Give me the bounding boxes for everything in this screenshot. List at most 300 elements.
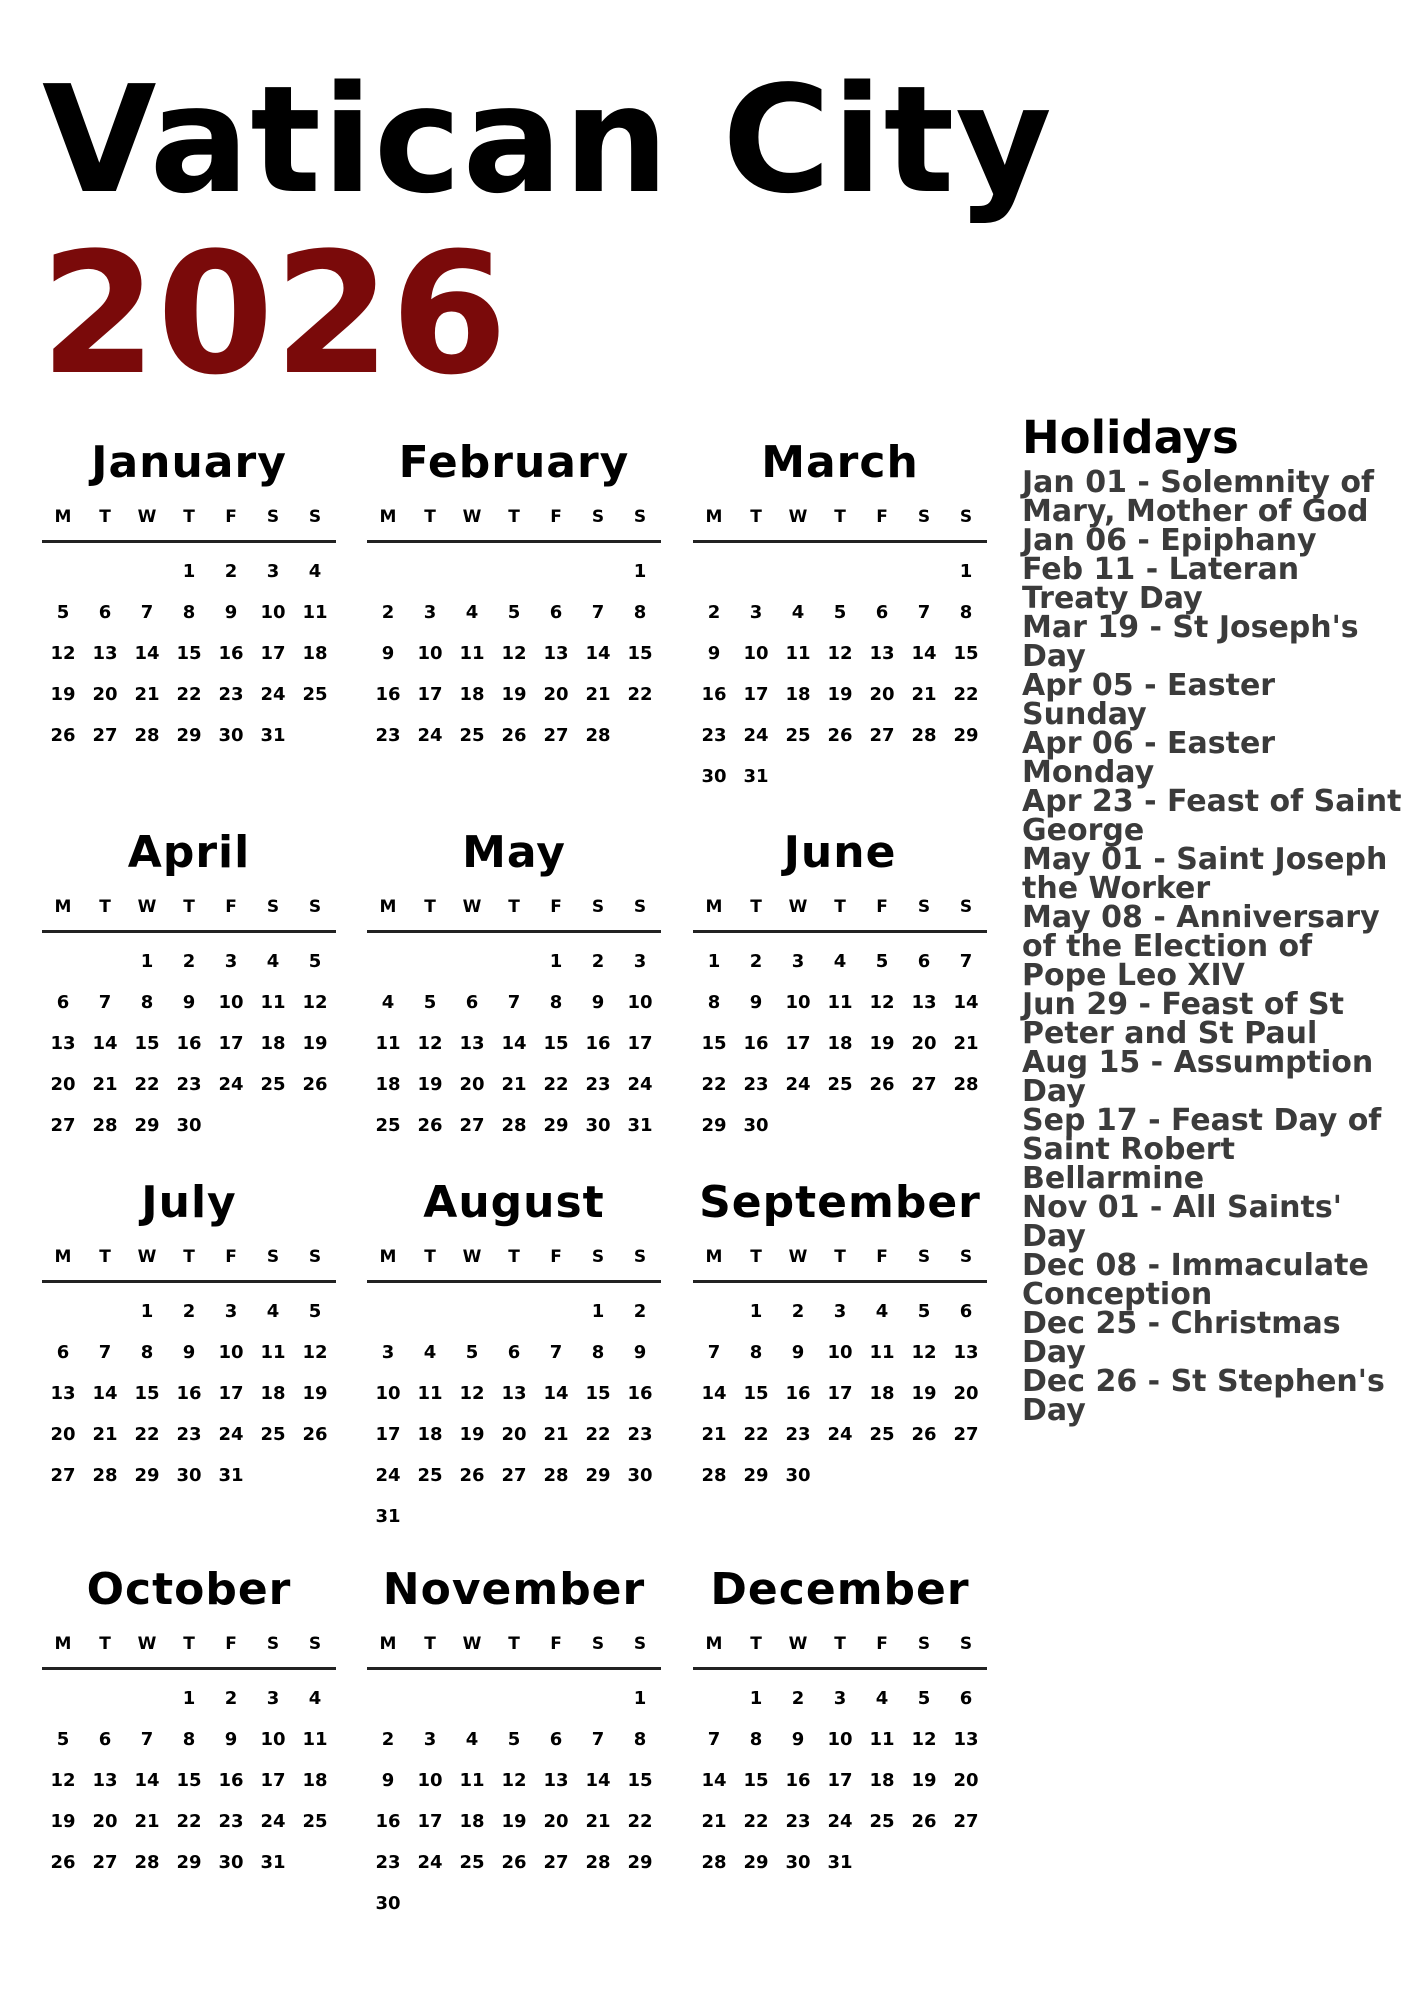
day-cell: 6 [465, 992, 479, 1013]
day-cell: 12 [417, 1033, 443, 1054]
day-cell: 24 [743, 725, 769, 746]
day-grid [42, 1291, 336, 1496]
day-cell: 8 [140, 992, 154, 1013]
day-cell: 24 [417, 1852, 443, 1873]
weekday-header [367, 496, 661, 538]
holiday-item: Feb 11 - Lateran Treaty Day [1022, 552, 1300, 616]
holiday-item: Apr 06 - Easter Monday [1022, 726, 1276, 790]
day-cell: 3 [224, 951, 238, 972]
month-name: August [423, 1177, 605, 1228]
day-cell: 22 [134, 1424, 160, 1445]
day-cell: 7 [917, 602, 931, 623]
day-cell: 19 [827, 684, 853, 705]
day-cell: 21 [911, 684, 937, 705]
day-cell: 19 [50, 684, 76, 705]
day-cell: 19 [501, 684, 527, 705]
day-cell: 19 [911, 1383, 937, 1404]
day-cell: 31 [218, 1465, 244, 1486]
weekday-label: S [633, 507, 647, 527]
day-cell: 7 [140, 602, 154, 623]
day-cell: 29 [543, 1115, 569, 1136]
day-cell: 13 [459, 1033, 485, 1054]
month-may [367, 820, 661, 1146]
day-cell: 12 [827, 643, 853, 664]
day-cell: 22 [543, 1074, 569, 1095]
weekday-label: T [99, 1247, 111, 1267]
day-cell: 30 [585, 1115, 611, 1136]
day-cell: 19 [302, 1033, 328, 1054]
day-cell: 7 [98, 1342, 112, 1363]
day-cell: 18 [417, 1424, 443, 1445]
weekday-label: T [183, 1634, 195, 1654]
day-cell: 20 [953, 1770, 979, 1791]
day-cell: 1 [633, 1688, 647, 1709]
day-cell: 8 [140, 1342, 154, 1363]
day-cell: 2 [381, 1729, 395, 1750]
day-cell: 6 [507, 1342, 521, 1363]
holiday-item: Sep 17 - Feast Day of Saint Robert Bellarmine [1022, 1103, 1382, 1196]
day-grid [693, 941, 987, 1146]
holiday-item: Apr 05 - Easter Sunday [1022, 668, 1276, 732]
day-cell: 17 [417, 1811, 443, 1832]
day-cell: 25 [260, 1424, 286, 1445]
weekday-label: S [917, 897, 931, 917]
weekday-label: S [959, 897, 973, 917]
day-cell: 8 [182, 1729, 196, 1750]
month-april [42, 820, 336, 1146]
day-cell: 26 [869, 1074, 895, 1095]
day-cell: 17 [260, 643, 286, 664]
day-cell: 15 [627, 643, 653, 664]
day-cell: 12 [911, 1342, 937, 1363]
month-september [693, 1170, 987, 1496]
weekday-header [42, 1236, 336, 1278]
day-cell: 28 [585, 725, 611, 746]
weekday-label: S [917, 1634, 931, 1654]
weekday-label: S [266, 897, 280, 917]
day-cell: 6 [917, 951, 931, 972]
month-december [693, 1557, 987, 1883]
weekday-label: T [834, 507, 846, 527]
day-cell: 21 [701, 1811, 727, 1832]
day-cell: 3 [833, 1688, 847, 1709]
day-cell: 12 [302, 992, 328, 1013]
day-cell: 7 [140, 1729, 154, 1750]
day-cell: 4 [308, 561, 322, 582]
day-cell: 19 [50, 1811, 76, 1832]
day-cell: 14 [543, 1383, 569, 1404]
day-cell: 4 [266, 951, 280, 972]
day-cell: 18 [869, 1770, 895, 1791]
weekday-header [42, 886, 336, 928]
day-cell: 26 [302, 1074, 328, 1095]
weekday-label: F [550, 1247, 562, 1267]
day-cell: 17 [260, 1770, 286, 1791]
day-cell: 4 [833, 951, 847, 972]
day-cell: 15 [701, 1033, 727, 1054]
weekday-label: W [788, 897, 808, 917]
month-name: September [699, 1177, 981, 1228]
day-cell: 14 [701, 1770, 727, 1791]
divider [693, 1280, 987, 1283]
day-cell: 1 [140, 951, 154, 972]
holiday-item: Dec 26 - St Stephen's Day [1022, 1364, 1385, 1428]
month-name: April [127, 827, 251, 878]
day-cell: 24 [260, 1811, 286, 1832]
day-cell: 14 [953, 992, 979, 1013]
weekday-label: S [266, 1634, 280, 1654]
day-cell: 26 [50, 725, 76, 746]
day-cell: 16 [585, 1033, 611, 1054]
day-cell: 18 [302, 643, 328, 664]
day-cell: 23 [743, 1074, 769, 1095]
day-cell: 25 [417, 1465, 443, 1486]
day-cell: 22 [743, 1811, 769, 1832]
divider [42, 540, 336, 543]
weekday-label: W [788, 507, 808, 527]
day-cell: 23 [176, 1424, 202, 1445]
day-cell: 11 [827, 992, 853, 1013]
weekday-label: S [591, 507, 605, 527]
day-cell: 5 [917, 1688, 931, 1709]
weekday-label: T [424, 1247, 436, 1267]
day-cell: 6 [549, 602, 563, 623]
day-cell: 6 [56, 1342, 70, 1363]
day-cell: 2 [381, 602, 395, 623]
day-cell: 14 [134, 1770, 160, 1791]
day-cell: 29 [701, 1115, 727, 1136]
day-cell: 14 [701, 1383, 727, 1404]
holiday-item: Mar 19 - St Joseph's Day [1022, 610, 1359, 674]
day-cell: 22 [134, 1074, 160, 1095]
day-cell: 16 [375, 1811, 401, 1832]
day-cell: 18 [459, 684, 485, 705]
day-cell: 3 [224, 1301, 238, 1322]
day-cell: 30 [785, 1465, 811, 1486]
day-cell: 24 [218, 1424, 244, 1445]
divider [367, 1667, 661, 1670]
weekday-label: W [462, 507, 482, 527]
day-cell: 6 [56, 992, 70, 1013]
month-july [42, 1170, 336, 1496]
month-name: July [141, 1177, 237, 1228]
day-cell: 9 [633, 1342, 647, 1363]
weekday-label: S [591, 1247, 605, 1267]
day-cell: 31 [627, 1115, 653, 1136]
month-name: October [86, 1564, 292, 1615]
weekday-label: M [379, 1634, 397, 1654]
day-cell: 5 [308, 1301, 322, 1322]
weekday-label: M [379, 897, 397, 917]
month-january [42, 430, 336, 756]
day-cell: 17 [743, 684, 769, 705]
day-cell: 29 [743, 1852, 769, 1873]
day-cell: 15 [953, 643, 979, 664]
month-name: February [398, 437, 630, 488]
day-cell: 29 [627, 1852, 653, 1873]
day-cell: 10 [827, 1729, 853, 1750]
weekday-label: M [379, 507, 397, 527]
weekday-header [42, 1623, 336, 1665]
holiday-item: May 01 - Saint Joseph the Worker [1022, 842, 1388, 906]
divider [693, 1667, 987, 1670]
day-cell: 10 [218, 1342, 244, 1363]
weekday-label: S [308, 507, 322, 527]
day-cell: 8 [959, 602, 973, 623]
day-cell: 2 [182, 951, 196, 972]
weekday-label: S [308, 1247, 322, 1267]
day-cell: 21 [701, 1424, 727, 1445]
weekday-label: S [591, 897, 605, 917]
month-february [367, 430, 661, 756]
day-cell: 15 [134, 1033, 160, 1054]
weekday-label: S [266, 1247, 280, 1267]
day-grid [42, 1678, 336, 1883]
day-cell: 8 [591, 1342, 605, 1363]
day-cell: 28 [953, 1074, 979, 1095]
holiday-item: Apr 23 - Feast of Saint George [1022, 784, 1402, 848]
day-cell: 21 [134, 684, 160, 705]
month-name: January [91, 437, 287, 488]
day-grid [367, 941, 661, 1146]
day-cell: 14 [92, 1383, 118, 1404]
day-cell: 31 [827, 1852, 853, 1873]
day-cell: 1 [959, 561, 973, 582]
day-cell: 3 [423, 1729, 437, 1750]
weekday-label: W [137, 507, 157, 527]
year-heading: 2026 [40, 216, 508, 412]
day-cell: 22 [701, 1074, 727, 1095]
day-cell: 17 [218, 1033, 244, 1054]
day-cell: 30 [701, 766, 727, 787]
day-cell: 27 [50, 1465, 76, 1486]
day-cell: 20 [953, 1383, 979, 1404]
day-cell: 2 [224, 1688, 238, 1709]
day-cell: 12 [302, 1342, 328, 1363]
day-cell: 11 [417, 1383, 443, 1404]
weekday-label: M [54, 897, 72, 917]
day-cell: 6 [98, 1729, 112, 1750]
holidays-list [1022, 465, 1402, 1428]
weekday-label: T [508, 897, 520, 917]
day-cell: 13 [92, 1770, 118, 1791]
weekday-label: T [834, 897, 846, 917]
day-cell: 28 [543, 1465, 569, 1486]
day-cell: 19 [911, 1770, 937, 1791]
day-cell: 20 [459, 1074, 485, 1095]
day-cell: 18 [302, 1770, 328, 1791]
day-cell: 27 [543, 1852, 569, 1873]
day-cell: 13 [953, 1342, 979, 1363]
weekday-label: F [225, 1634, 237, 1654]
weekday-label: F [225, 897, 237, 917]
weekday-label: W [462, 897, 482, 917]
weekday-label: T [750, 507, 762, 527]
weekday-label: T [424, 897, 436, 917]
day-cell: 10 [260, 602, 286, 623]
day-cell: 4 [875, 1301, 889, 1322]
day-cell: 7 [707, 1729, 721, 1750]
weekday-header [693, 1236, 987, 1278]
day-cell: 6 [959, 1688, 973, 1709]
day-cell: 7 [507, 992, 521, 1013]
day-cell: 26 [501, 1852, 527, 1873]
day-cell: 16 [218, 1770, 244, 1791]
day-cell: 27 [92, 725, 118, 746]
day-cell: 22 [176, 684, 202, 705]
weekday-label: T [508, 507, 520, 527]
day-grid [367, 1678, 661, 1924]
weekday-label: S [266, 507, 280, 527]
month-name: June [783, 827, 897, 878]
day-cell: 28 [134, 1852, 160, 1873]
day-cell: 13 [953, 1729, 979, 1750]
day-cell: 31 [260, 725, 286, 746]
divider [42, 1280, 336, 1283]
weekday-label: M [705, 897, 723, 917]
weekday-label: T [183, 897, 195, 917]
weekday-label: W [137, 1247, 157, 1267]
day-cell: 13 [92, 643, 118, 664]
divider [42, 930, 336, 933]
day-cell: 13 [869, 643, 895, 664]
day-cell: 22 [627, 684, 653, 705]
day-cell: 29 [176, 1852, 202, 1873]
day-cell: 10 [417, 643, 443, 664]
day-cell: 3 [633, 951, 647, 972]
day-cell: 16 [218, 643, 244, 664]
day-grid [42, 941, 336, 1146]
day-cell: 23 [218, 1811, 244, 1832]
day-cell: 17 [627, 1033, 653, 1054]
day-cell: 16 [176, 1383, 202, 1404]
weekday-header [367, 1623, 661, 1665]
month-november [367, 1557, 661, 1924]
day-cell: 9 [224, 1729, 238, 1750]
day-cell: 8 [549, 992, 563, 1013]
weekday-label: S [959, 507, 973, 527]
day-cell: 11 [459, 1770, 485, 1791]
month-name: May [462, 827, 566, 878]
weekday-label: F [876, 507, 888, 527]
day-cell: 9 [707, 643, 721, 664]
day-grid [42, 551, 336, 756]
day-cell: 3 [791, 951, 805, 972]
day-cell: 21 [92, 1074, 118, 1095]
day-cell: 11 [375, 1033, 401, 1054]
day-cell: 16 [627, 1383, 653, 1404]
day-cell: 3 [423, 602, 437, 623]
day-cell: 22 [743, 1424, 769, 1445]
day-cell: 5 [507, 1729, 521, 1750]
holiday-item: May 08 - Anniversary of the Election of Pope Leo XIV [1022, 900, 1380, 993]
weekday-label: F [876, 897, 888, 917]
day-cell: 9 [591, 992, 605, 1013]
day-cell: 22 [627, 1811, 653, 1832]
day-cell: 18 [260, 1383, 286, 1404]
day-cell: 6 [549, 1729, 563, 1750]
day-cell: 4 [875, 1688, 889, 1709]
day-cell: 20 [50, 1424, 76, 1445]
day-cell: 26 [459, 1465, 485, 1486]
day-cell: 20 [92, 1811, 118, 1832]
day-cell: 10 [375, 1383, 401, 1404]
day-cell: 7 [98, 992, 112, 1013]
day-cell: 31 [743, 766, 769, 787]
weekday-label: S [917, 1247, 931, 1267]
day-cell: 18 [827, 1033, 853, 1054]
day-cell: 23 [585, 1074, 611, 1095]
day-cell: 15 [134, 1383, 160, 1404]
day-cell: 25 [375, 1115, 401, 1136]
weekday-label: S [308, 1634, 322, 1654]
day-cell: 10 [627, 992, 653, 1013]
day-cell: 25 [459, 725, 485, 746]
day-cell: 6 [959, 1301, 973, 1322]
day-cell: 11 [869, 1342, 895, 1363]
day-grid [693, 1678, 987, 1883]
day-cell: 25 [785, 725, 811, 746]
day-cell: 3 [833, 1301, 847, 1322]
day-cell: 15 [743, 1770, 769, 1791]
day-cell: 7 [591, 1729, 605, 1750]
weekday-label: S [633, 1247, 647, 1267]
day-cell: 10 [218, 992, 244, 1013]
day-cell: 14 [134, 643, 160, 664]
day-cell: 12 [459, 1383, 485, 1404]
holiday-item: Jun 29 - Feast of St Peter and St Paul [1022, 987, 1344, 1051]
weekday-label: T [834, 1634, 846, 1654]
weekday-label: W [788, 1247, 808, 1267]
weekday-label: S [959, 1247, 973, 1267]
day-cell: 19 [501, 1811, 527, 1832]
day-cell: 23 [785, 1811, 811, 1832]
day-cell: 30 [218, 725, 244, 746]
day-cell: 4 [465, 602, 479, 623]
day-cell: 2 [633, 1301, 647, 1322]
weekday-label: M [705, 1634, 723, 1654]
day-cell: 15 [176, 1770, 202, 1791]
weekday-label: M [54, 1247, 72, 1267]
day-cell: 5 [507, 602, 521, 623]
day-cell: 21 [501, 1074, 527, 1095]
day-cell: 22 [176, 1811, 202, 1832]
weekday-label: W [462, 1634, 482, 1654]
day-cell: 11 [302, 1729, 328, 1750]
day-cell: 9 [791, 1729, 805, 1750]
day-cell: 23 [375, 725, 401, 746]
weekday-label: T [750, 897, 762, 917]
day-cell: 13 [543, 1770, 569, 1791]
day-cell: 12 [501, 1770, 527, 1791]
day-cell: 11 [869, 1729, 895, 1750]
day-cell: 24 [260, 684, 286, 705]
day-cell: 7 [591, 602, 605, 623]
weekday-label: S [633, 1634, 647, 1654]
day-cell: 4 [423, 1342, 437, 1363]
day-cell: 12 [50, 1770, 76, 1791]
day-cell: 26 [417, 1115, 443, 1136]
day-cell: 4 [465, 1729, 479, 1750]
day-cell: 14 [911, 643, 937, 664]
day-grid [367, 1291, 661, 1537]
weekday-label: T [508, 1247, 520, 1267]
weekday-label: S [591, 1634, 605, 1654]
day-cell: 17 [827, 1770, 853, 1791]
day-cell: 29 [134, 1465, 160, 1486]
divider [42, 1667, 336, 1670]
day-cell: 9 [182, 1342, 196, 1363]
